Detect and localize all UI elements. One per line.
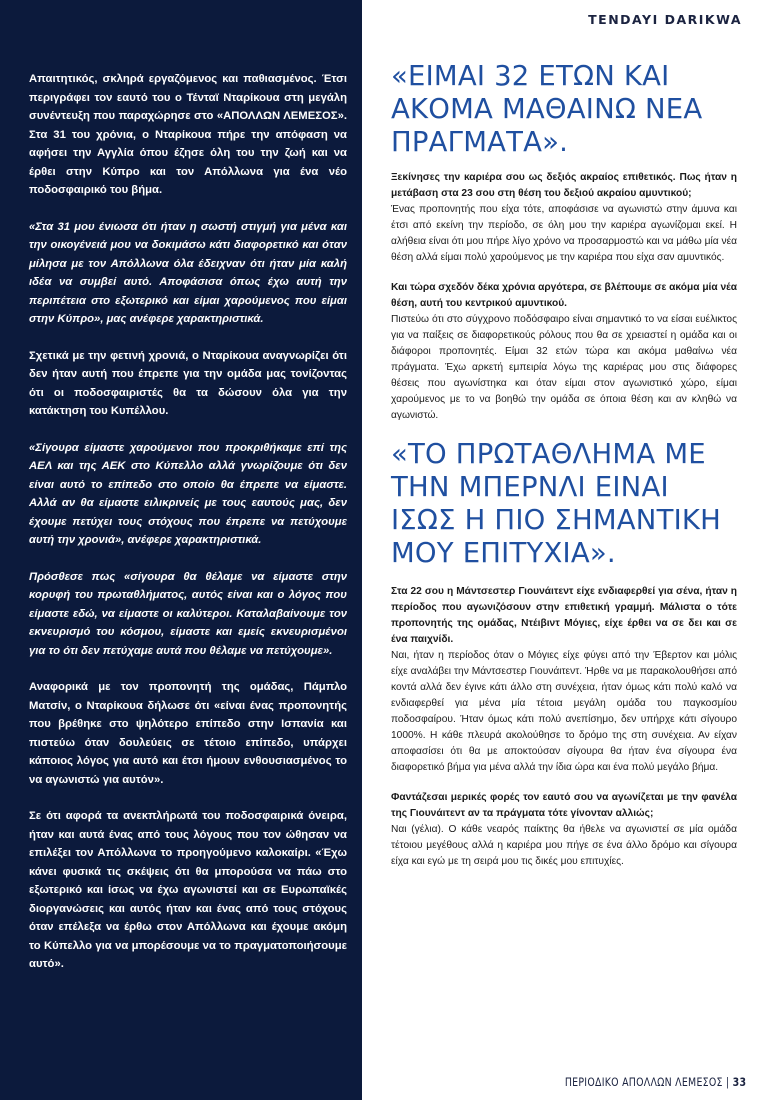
interview-question-4: Φαντάζεσαι μερικές φορές τον εαυτό σου να αγωνίζεται με την φανέλα της Γιουνάιτεντ αν τα πράγματα τότε γίνονταν αλλιώς; (391, 792, 737, 819)
intro-paragraph-3: Αναφορικά με τον προπονητή της ομάδας, Πάμπλο Ματσίν, ο Νταρίκουα δήλωσε ότι «είναι ένας προπονητής που βρέθηκε στο ψηλότερο επίπεδο στην Ισπανία και πιστεύω όταν δουλεύεις σε τέτοιο επίπεδο, υπάρχει κάποιος λόγος για αυτό και έτσι ήμουν ενθουσιασμένος το να αγωνιστώ για αυτόν». (29, 681, 347, 786)
intro-column (29, 70, 347, 992)
article-header-name: TENDAYI DARIKWA (588, 12, 742, 27)
interview-answer-4: Ναι (γέλια). Ο κάθε νεαρός παίκτης θα ήθελε να αγωνιστεί σε μία ομάδα τέτοιου μεγέθους αλλά η καριέρα μου πήγε σε ένα άλλο δρόμο και σίγουρα είχα και εγώ με τη σειρά μου τις δικές μου επιτυχίες. (391, 824, 737, 867)
qa-block-3 (391, 584, 737, 776)
interview-answer-1: Ένας προπονητής που είχα τότε, αποφάσισε να αγωνιστώ στην άμυνα και έτσι από εκείνη την περίοδο, σε όλη μου την καριέρα αγωνίζομαι εκεί. Η αλήθεια είναι ότι μου πήρε λίγο χρόνο να προσαρμοστώ και να μάθω μία νέα θέση αλλά είμαι πολύ χαρούμενος με την καριέρα που είχα σαν αμυντικός. (391, 204, 737, 263)
footer-separator: | (722, 1075, 733, 1089)
interview-question-2: Και τώρα σχεδόν δέκα χρόνια αργότερα, σε βλέπουμε σε ακόμα μία νέα θέση, αυτή του κεντρικού αμυντικού. (391, 282, 737, 309)
footer-publication: ΠΕΡΙΟΔΙΚΟ ΑΠΟΛΛΩΝ ΛΕΜΕΣΟΣ (564, 1075, 723, 1089)
intro-paragraph-4: Σε ότι αφορά τα ανεκπλήρωτά του ποδοσφαιρικά όνειρα, ήταν και αυτά ένας από τους λόγους που τον ώθησαν να επιλέξει τον Απόλλωνα το προηγούμενο καλοκαίρι. «Έχω κάνει φυσικά τις σκέψεις ότι θα μπορούσα να πάω στο εξωτερικό και ίσως να έχω αγωνιστεί και σε Ευρωπαϊκές διοργανώσεις και αυτός ήταν και ένας από τους στόχους όταν επέλεξα να έρθω στον Απόλλωνα και έχουμε ακόμη το Κύπελλο για να μπορέσουμε να το πραγματοποιήσουμε αυτό». (29, 810, 347, 970)
qa-block-4 (391, 790, 737, 870)
pull-quote-2: «ΤΟ ΠΡΩΤΑΘΛΗΜΑ ΜΕ ΤΗΝ ΜΠΕΡΝΛΙ ΕΙΝΑΙ ΙΣΩΣ Η ΠΙΟ ΣΗΜΑΝΤΙΚΗ ΜΟΥ ΕΠΙΤΥΧΙΑ». (391, 438, 721, 569)
page-footer (0, 1070, 764, 1098)
interview-question-3: Στα 22 σου η Μάντσεστερ Γιουνάιτεντ είχε ενδιαφερθεί για σένα, ήταν η περίοδος που αγωνιζόσουν στην επιθετική γραμμή. Μάλιστα ο τότε προπονητής της ομάδας, Ντέιβιντ Μόγιες, είχε έρθει να σε δει και σε ένα παιχνίδι. (391, 586, 737, 645)
left-panel-background (0, 0, 362, 1100)
intro-quote-1: «Στα 31 μου ένιωσα ότι ήταν η σωστή στιγμή για μένα και την οικογένειά μου να δοκιμάσω κάτι διαφορετικό και όταν μίλησα με τον Απόλλωνα όλα έδειχναν ότι ήταν μία καλή ιδέα να συμβεί αυτό. Αποφάσισα όπως έχω αυτή την περιπέτεια στο εξωτερικό και είμαι χαρούμενος που είμαι στην Κύπρο», μας ανέφερε χαρακτηριστικά. (29, 220, 347, 325)
qa-block-1 (391, 170, 737, 266)
interview-column (391, 60, 737, 884)
interview-question-1: Ξεκίνησες την καριέρα σου ως δεξιός ακραίος επιθετικός. Πως ήταν η μετάβαση στα 23 σου στη θέση του δεξιού ακραίου αμυντικού; (391, 172, 737, 199)
footer-label (565, 1075, 746, 1089)
interview-answer-3: Ναι, ήταν η περίοδος όταν ο Μόγιες είχε φύγει από την Έβερτον και μόλις είχε αναλάβει την Μάντσεστερ Γιουνάιτεντ. Ήρθε να με παρακολουθήσει από κοντά αλλά δεν έγινε κάτι άλλο στη συνέχεια, ήταν όμως κάτι πολύ καλό να ενδιαφερθεί για μένα μία τέτοια μεγάλη ομάδα του παγκοσμίου ποδοσφαίρου. Ήταν όμως κάτι πολύ ανεπίσημο, δεν υπήρχε κάτι σίγουρο 1000%. Η κάθε πλευρά ακολούθησε το δρόμο της στη συνέχεια. Αν είχαν αποφασίσει ότι θα με αποκτούσαν σίγουρα θα ήταν ένα σίγουρα ένα διαφορετικό βήμα για μένα αλλά την ίδια ώρα και ένα πολύ μεγάλο βήμα. (391, 650, 737, 773)
intro-quote-3: Πρόσθεσε πως «σίγουρα θα θέλαμε να είμαστε στην κορυφή του πρωταθλήματος, αυτός είναι και ο λόγος που είμαστε εδώ, να είμαστε οι καλύτεροι. Καταλαβαίνουμε τον εκνευρισμό του κόσμου, είμαστε και εμείς εκνευρισμένοι για το ότι δεν πετύχαμε αυτά που θέλαμε να πετύχουμε». (29, 570, 347, 657)
qa-block-2 (391, 280, 737, 424)
intro-quote-2: «Σίγουρα είμαστε χαρούμενοι που προκριθήκαμε επί της ΑΕΛ και της ΑΕΚ στο Κύπελλο αλλά γνωρίζουμε ότι δεν είναι αυτό το επίπεδο στο οποίο θα έπρεπε να είμαστε. Αλλά αν θα είμαστε ειλικρινείς με τους εαυτούς μας, δεν έχουμε πετύχει τους στόχους που έπρεπε να πετύχουμε αυτή την χρονιά», ανέφερε χαρακτηριστικά. (29, 441, 347, 546)
page-number: 33 (732, 1075, 746, 1089)
intro-paragraph-2: Σχετικά με την φετινή χρονιά, ο Νταρίκουα αναγνωρίζει ότι δεν ήταν αυτή που έπρεπε για την ομάδα μας τονίζοντας ότι οι ποδοσφαιριστές θα τα δώσουν όλα για την κατάκτηση του Κυπέλλου. (29, 349, 347, 417)
interview-answer-2: Πιστεύω ότι στο σύγχρονο ποδόσφαιρο είναι σημαντικό το να είσαι ευέλικτος για να παίξεις σε διαφορετικούς ρόλους που θα σε χρειαστεί η ομάδα και οι διάφοροι προπονητές. Είμαι 32 ετών τώρα και ακόμα μαθαίνω νέα πράγματα. Έχω αρκετή εμπειρία λόγω της καριέρας μου στις διάφορες θέσεις που αγωνίστηκα και όταν είμαι στον αγωνιστικό χώρο, είμαι χαρούμενος με το να βοηθώ την ομάδα σε όποια θέση και αν κληθώ να αγωνιστώ. (391, 314, 737, 421)
pull-quote-1: «ΕΙΜΑΙ 32 ΕΤΩΝ ΚΑΙ ΑΚΟΜΑ ΜΑΘΑΙΝΩ ΝΕΑ ΠΡΑΓΜΑΤΑ». (391, 60, 703, 158)
intro-paragraph-1: Απαιτητικός, σκληρά εργαζόμενος και παθιασμένος. Έτσι περιγράφει τον εαυτό του ο Τένταϊ Νταρίκουα στη μεγάλη συνέντευξη που παραχώρησε στο «ΑΠΟΛΛΩΝ ΛΕΜΕΣΟΣ». Στα 31 του χρόνια, ο Νταρίκουα πήρε την απόφαση να αφήσει την Αγγλία όπου έζησε όλη του την ζωή και να έρθει στην Κύπρο και τον Απόλλωνα για ένα νέο ποδοσφαιρικό του βήμα. (29, 73, 347, 196)
